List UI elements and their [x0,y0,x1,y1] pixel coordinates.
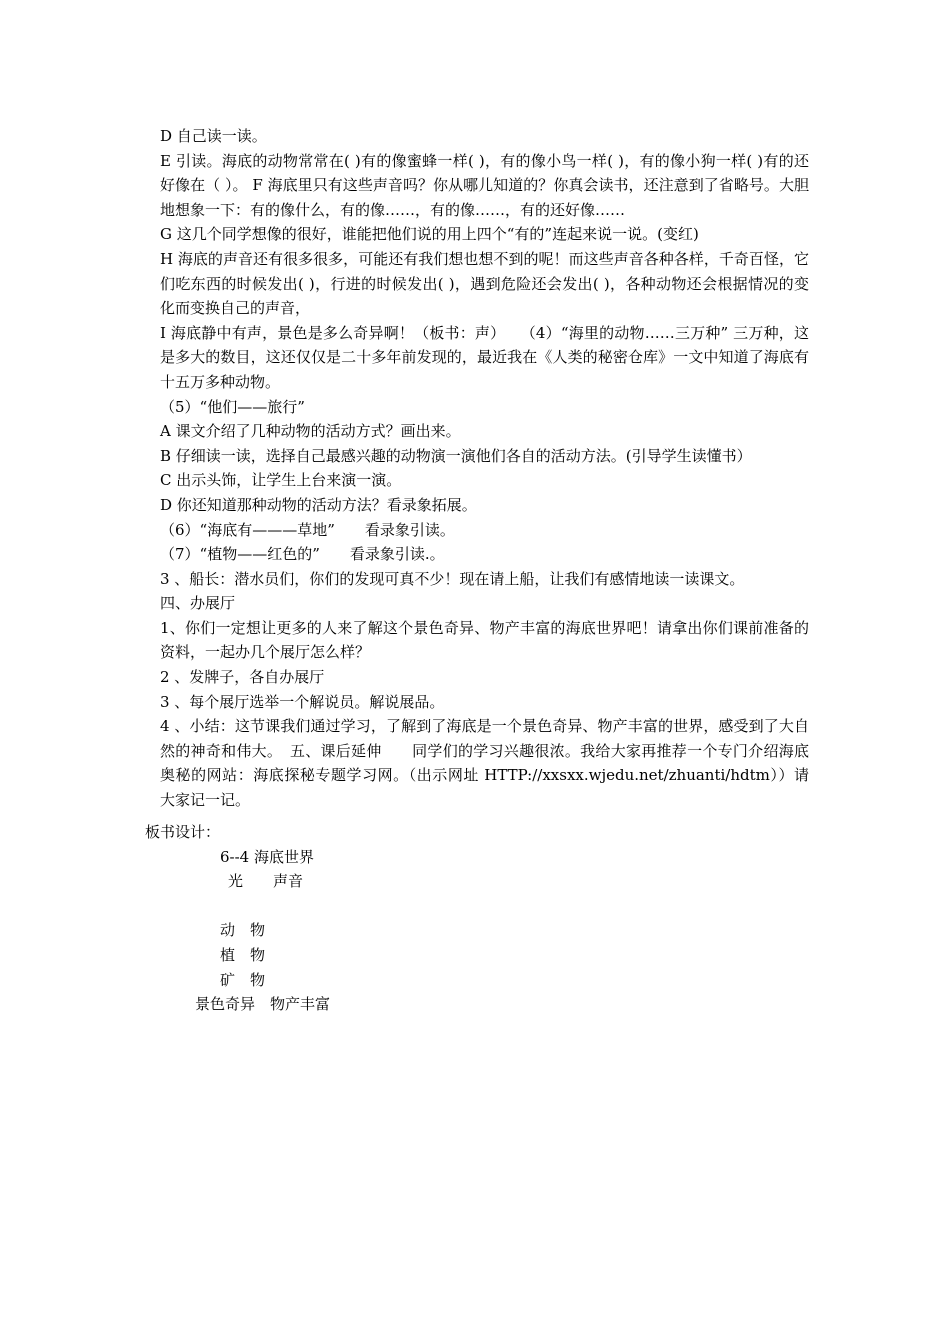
paragraph-exhibition-1: 1、你们一定想让更多的人来了解这个景色奇异、物产丰富的海底世界吧！请拿出你们课前准备的资料，一起办几个展厅怎么样？ [160,618,809,662]
board-title: 6--4 海底世界 [220,847,314,866]
board-design [145,820,330,1017]
paragraph-exhibition-heading: 四、办展厅 [160,594,236,613]
paragraph-activity-d: D 你还知道那种动物的活动方法？看录象拓展。 [160,495,477,514]
paragraph-read-yourself: D 自己读一读。 [160,127,267,145]
board-heading: 板书设计： [145,823,221,841]
board-item-animals: 动 物 [220,921,266,940]
paragraph-many-sounds: H 海底的声音还有很多很多，可能还有我们想也想不到的呢！而这些声音各种各样，千奇百怪，它们吃东西的时候发出( )，行进的时候发出( )，遇到危险还会发出( )，各种动物还会根据情况的变化而变换自己的声音， [160,249,809,318]
paragraph-section-6: （6）“海底有———草地” 看录象引读。 [160,520,455,539]
paragraph-exhibition-2: 2 、发牌子，各自办展厅 [160,668,325,687]
paragraph-section-7: （7）“植物——红色的” 看录象引读.。 [160,545,445,564]
paragraph-activity-a: A 课文介绍了几种动物的活动方式？画出来。 [160,422,461,441]
paragraph-connect-sentences: G 这几个同学想像的很好，谁能把他们说的用上四个“有的”连起来说一说。(变红) [160,225,699,244]
paragraph-guided-reading-sounds: E 引读。海底的动物常常在( )有的像蜜蜂一样( )，有的像小鸟一样( )，有的像小狗一样( )有的还好像在（ ）。 F 海底里只有这些声音吗？你从哪儿知道的？你真会读书，还注意到了省略号。大胆地想象一下：有的像什么，有的像……，有的像……，有的还好像…… [160,151,809,219]
board-spacer [145,894,330,919]
paragraph-exhibition-3: 3 、每个展厅选举一个解说员。解说展品。 [160,692,445,711]
board-bottom: 景色奇异 物产丰富 [195,995,331,1014]
paragraph-captain: 3 、船长：潜水员们，你们的发现可真不少！现在请上船，让我们有感情地读一读课文。 [160,569,745,588]
lesson-body [145,124,809,813]
paragraph-quiet-with-sound: I 海底静中有声，景色是多么奇异啊！（板书：声） （4）“海里的动物……三万种” 三万种，这是多大的数目，这还仅仅是二十多年前发现的，最近我在《人类的秘密仓库》一文中知道了海底有十五万多种动物。 [160,323,809,391]
paragraph-section-5-heading: （5）“他们——旅行” [160,397,305,416]
paragraph-activity-c: C 出示头饰，让学生上台来演一演。 [160,471,402,490]
board-item-plants: 植 物 [220,945,266,964]
board-subtitle: 光 声音 [228,872,304,891]
paragraph-summary: 4 、小结：这节课我们通过学习，了解到了海底是一个景色奇异、物产丰富的世界，感受到了大自然的神奇和伟大。 五、课后延伸 同学们的学习兴趣很浓。我给大家再推荐一个专门介绍海底奥秘的网站：海底探秘专题学习网。（出示网址 HTTP://xxsxx.wjedu.net/zhuanti/hdtm））请大家记一记。 [160,717,809,810]
paragraph-activity-b: B 仔细读一读，选择自己最感兴趣的动物演一演他们各自的活动方法。(引导学生读懂书） [160,446,752,465]
board-item-minerals: 矿 物 [220,970,266,989]
